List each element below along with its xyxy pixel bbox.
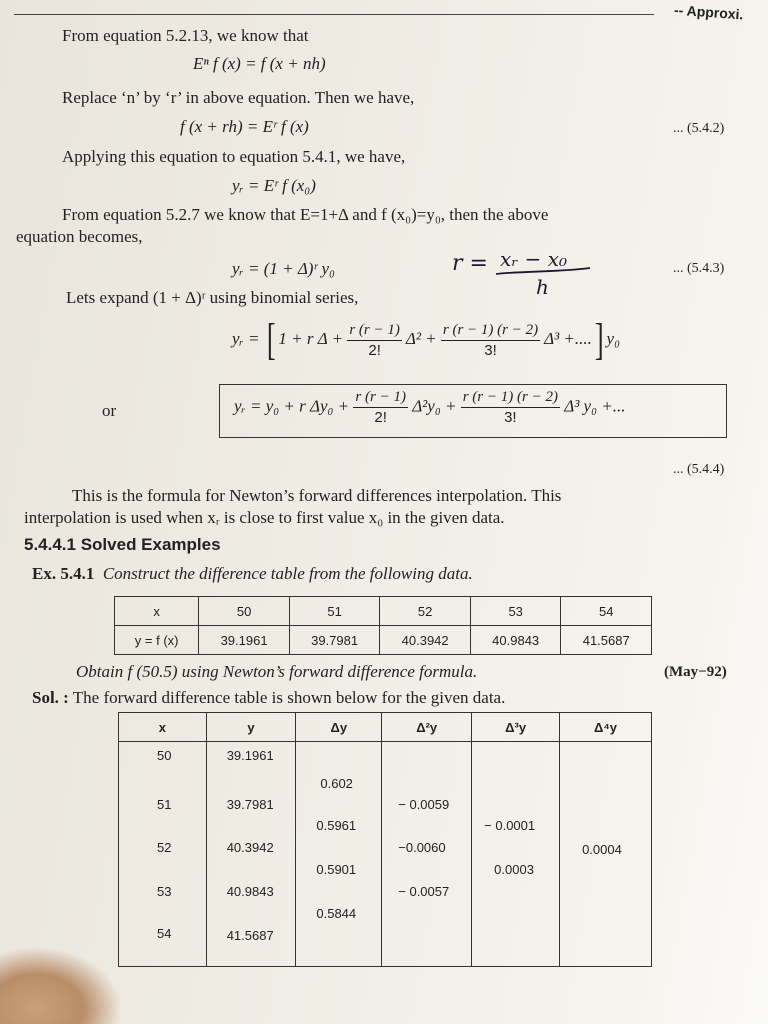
eq5-term-3: Δ³ +.... (544, 328, 592, 348)
obtain-instruction: Obtain f (50.5) using Newton’s forward difference formula. (76, 662, 478, 681)
table-cell: y = f (x) (115, 626, 199, 655)
table-cell: 53 (470, 597, 561, 626)
example-text: Construct the difference table from the following data. (102, 564, 473, 583)
header-y: y (206, 713, 296, 742)
column-delta4-y (560, 742, 652, 967)
header-delta-y: Δy (296, 713, 382, 742)
paragraph-4-line-2: equation becomes, (16, 227, 143, 246)
table-body-row (119, 742, 652, 967)
table-cell: 51 (289, 597, 380, 626)
header-rule (14, 14, 654, 15)
running-title: -- Approxi. (673, 1, 744, 23)
table-cell: 54 (157, 926, 172, 941)
column-delta3-y (472, 742, 560, 967)
eq5-tail: y₀ (606, 328, 621, 348)
column-delta-y (296, 742, 382, 967)
table-cell: 53 (157, 884, 172, 899)
table-cell: 39.7981 (226, 797, 274, 812)
equation-binomial-expansion (232, 315, 621, 364)
table-cell: 40.9843 (226, 884, 274, 899)
table-cell: 40.9843 (470, 626, 561, 655)
table-cell: 41.5687 (226, 928, 274, 943)
table-cell: 39.1961 (199, 626, 290, 655)
equation-binomial-form: yᵣ = (1 + Δ)ʳ y₀ (232, 259, 335, 278)
right-bracket: ] (594, 315, 604, 364)
table-cell: 0.5901 (316, 862, 357, 877)
table-cell: 50 (199, 597, 290, 626)
exam-reference: (May−92) (664, 664, 727, 680)
table-cell: −0.0060 (398, 840, 446, 855)
table-cell: 52 (157, 840, 172, 855)
handwritten-denominator: h (536, 275, 549, 298)
table-cell: 54 (561, 597, 652, 626)
eq5-fraction-2: $\frac{r (r - 1) (r - 2)}{3!}$ (442, 321, 539, 359)
left-bracket: [ (266, 315, 276, 364)
eq5-term-1: 1 + r Δ + (278, 328, 344, 348)
table-cell: 0.0003 (494, 862, 534, 877)
table-cell: x (115, 597, 199, 626)
table-cell: − 0.0057 (398, 884, 450, 899)
table-cell: 40.3942 (380, 626, 471, 655)
table-cell: 0.0004 (582, 842, 622, 857)
paragraph-6-line-2: interpolation is used when xᵣ is close to first value x₀ in the given data. (24, 508, 505, 527)
handwritten-numerator: xᵣ − x₀ (500, 247, 567, 271)
table-row (115, 626, 652, 655)
solution-text: The forward difference table is shown below for the given data. (72, 688, 506, 707)
paragraph-5: Lets expand (1 + Δ)ʳ using binomial series, (66, 288, 359, 307)
handwritten-note-strokes (452, 244, 602, 298)
table-cell: − 0.0059 (398, 797, 450, 812)
solution-line (32, 688, 505, 708)
equation-replace-r: f (x + rh) = Eʳ f (x) (180, 117, 309, 136)
difference-table (118, 712, 652, 967)
table-row (115, 597, 652, 626)
table-header-row (119, 713, 652, 742)
column-x (119, 742, 207, 967)
equation-yr-shift: yᵣ = Eʳ f (x₀) (232, 176, 316, 195)
paragraph-2: Replace ‘n’ by ‘r’ in above equation. Then we have, (62, 88, 415, 107)
equation-number-5-4-3: ... (5.4.3) (673, 261, 725, 276)
column-y (206, 742, 296, 967)
header-x: x (119, 713, 207, 742)
eq6-fraction-1: $\frac{r (r - 1)}{2!}$ (355, 389, 406, 426)
table-cell: 40.3942 (226, 840, 274, 855)
table-cell: 0.5961 (316, 818, 357, 833)
eq6-lhs: yᵣ = y₀ + r Δy₀ + (234, 396, 350, 416)
example-label: Ex. 5.4.1 (32, 564, 95, 583)
handwritten-note (452, 244, 602, 303)
thumb-shadow (0, 948, 120, 1024)
table-cell: 39.1961 (226, 748, 274, 763)
equation-number-5-4-2: ... (5.4.2) (673, 121, 725, 136)
eq5-lhs: yᵣ = (232, 328, 260, 348)
handwritten-lhs: r = (452, 251, 488, 276)
example-line (32, 564, 473, 584)
solution-label: Sol. : (32, 688, 69, 707)
table-cell: 50 (157, 748, 172, 763)
equation-number-5-4-4: ... (5.4.4) (673, 462, 725, 477)
eq5-term-2: Δ² + (405, 328, 437, 348)
eq6-fraction-2: $\frac{r (r - 1) (r - 2)}{3!}$ (462, 389, 558, 426)
table-cell: 52 (380, 597, 471, 626)
eq6-term-2: Δ²y₀ + (412, 396, 457, 416)
table-cell: 39.7981 (289, 626, 380, 655)
or-label: or (102, 401, 117, 420)
table-cell: 41.5687 (561, 626, 652, 655)
data-table (114, 596, 652, 655)
table-cell: 0.5844 (316, 906, 357, 921)
equation-newton-forward (234, 388, 625, 427)
equation-shift-operator: Eⁿ f (x) = f (x + nh) (193, 54, 326, 73)
paragraph-1: From equation 5.2.13, we know that (62, 26, 309, 45)
eq6-term-3: Δ³ y₀ +... (564, 396, 626, 416)
column-delta2-y (382, 742, 472, 967)
header-delta4-y: Δ⁴y (560, 713, 652, 742)
table-cell: − 0.0001 (484, 818, 536, 833)
header-delta2-y: Δ²y (382, 713, 472, 742)
paragraph-4-line-1: From equation 5.2.7 we know that E=1+Δ and f (x₀)=y₀, then the above (62, 205, 549, 224)
table-cell: 51 (157, 797, 172, 812)
paragraph-6-line-1: This is the formula for Newton’s forward differences interpolation. This (72, 486, 562, 505)
section-heading: 5.4.4.1 Solved Examples (24, 535, 221, 554)
table-cell: 0.602 (320, 776, 353, 791)
header-delta3-y: Δ³y (472, 713, 560, 742)
paragraph-3: Applying this equation to equation 5.4.1, we have, (62, 147, 406, 166)
eq5-fraction-1: $\frac{r (r - 1)}{2!}$ (349, 321, 400, 359)
